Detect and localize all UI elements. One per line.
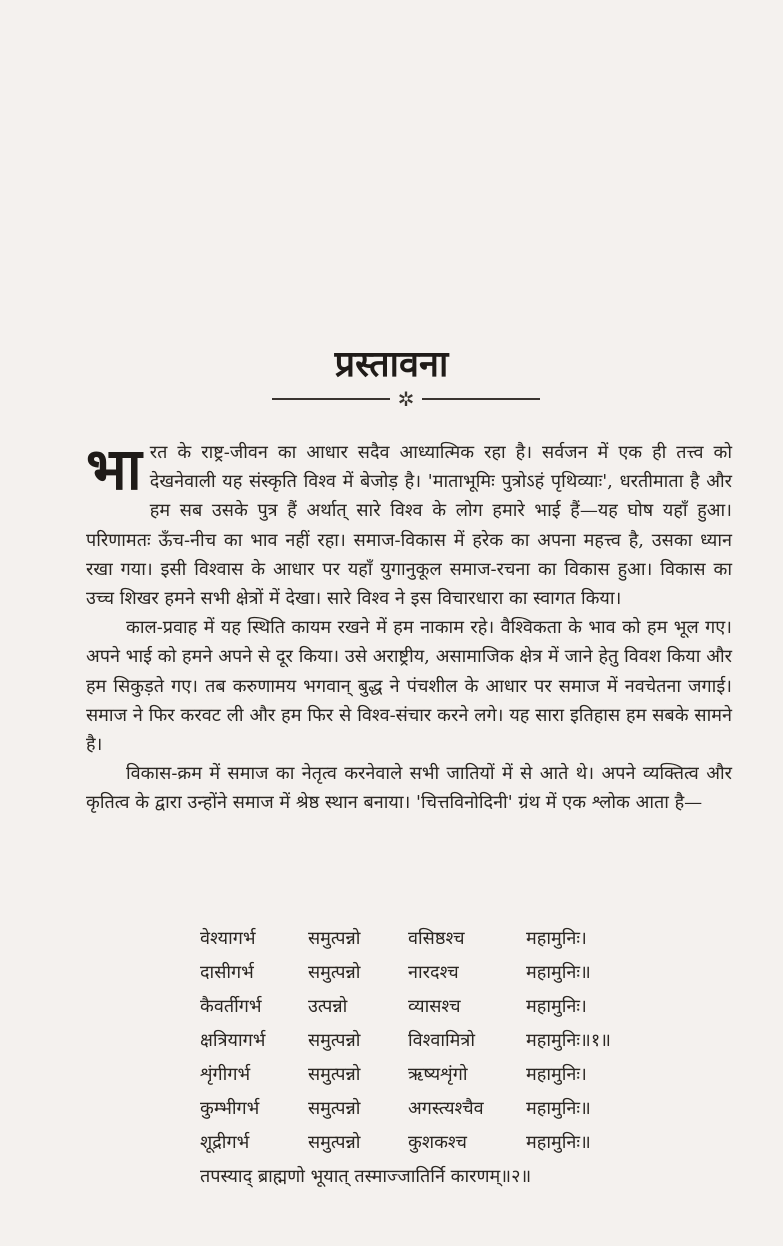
asterisk-flower-icon: ✲ — [397, 387, 415, 411]
verse-line — [200, 990, 666, 1024]
verse-word: समुत्पन्नो — [308, 1098, 361, 1119]
ornament-right-rule — [422, 398, 540, 400]
verse-word: महामुनिः॥ — [526, 1098, 591, 1119]
verse-word: शूद्रीगर्भ — [200, 1132, 250, 1153]
verse-word: महामुनिः। — [526, 928, 587, 949]
verse-word: दासीगर्भ — [200, 962, 254, 983]
verse-word: समुत्पन्नो — [308, 1132, 361, 1153]
paragraph-1 — [86, 435, 732, 613]
verse-word: वसिष्ठश्च — [408, 928, 465, 949]
shloka-block — [200, 922, 666, 1194]
paragraph-1-text: रत के राष्ट्र-जीवन का आधार सदैव आध्यात्मिक रहा है। सर्वजन में एक ही तत्त्व को देखनेवाली यह संस्कृति विश्व में बेजोड़ है। 'माताभूमिः पुत्रोऽहं पृथिव्याः', धरतीमाता है और हम सब उसके पुत्र हैं अर्थात् सारे विश्व के लोग हमारे भाई हैं—यह घोष यहाँ हुआ। परिणामतः ऊँच-नीच का भाव नहीं रहा। समाज-विकास में हरेक का अपना महत्त्व है, उसका ध्यान रखा गया। इसी विश्वास के आधार पर यहाँ युगानुकूल समाज-रचना का विकास हुआ। विकास का उच्च शिखर हमने सभी क्षेत्रों में देखा। सारे विश्व ने इस विचारधारा का स्वागत किया। — [86, 442, 732, 610]
verse-line — [200, 1092, 666, 1126]
verse-word: ऋष्यशृंगो — [408, 1064, 468, 1085]
verse-line — [200, 1126, 666, 1160]
verse-word: समुत्पन्नो — [308, 928, 361, 949]
verse-word: नारदश्च — [408, 962, 459, 983]
verse-word: महामुनिः॥ — [526, 1132, 591, 1153]
verse-line — [200, 922, 666, 956]
verse-word: शृंगीगर्भ — [200, 1064, 251, 1085]
verse-word: कुम्भीगर्भ — [200, 1098, 260, 1119]
verse-line — [200, 956, 666, 990]
paragraph-3: विकास-क्रम में समाज का नेतृत्व करनेवाले सभी जातियों में से आते थे। अपने व्यक्तित्व और कृतित्व के द्वारा उन्होंने समाज में श्रेष्ठ स्थान बनाया। 'चित्तविनोदिनी' ग्रंथ में एक श्लोक आता है— — [86, 763, 732, 814]
verse-word: विश्वामित्रो — [408, 1030, 476, 1051]
verse-word: व्यासश्च — [408, 996, 461, 1017]
ornament-left-rule — [272, 398, 390, 400]
verse-word: कुशकश्च — [408, 1132, 467, 1153]
verse-word: महामुनिः। — [526, 1064, 587, 1085]
verse-word: समुत्पन्नो — [308, 1064, 361, 1085]
verse-word: समुत्पन्नो — [308, 1030, 361, 1051]
verse-word: महामुनिः॥ — [526, 962, 591, 983]
verse-word: कैवर्तीगर्भ — [200, 996, 262, 1017]
verse-word: क्षत्रियागर्भ — [200, 1030, 266, 1051]
verse-word: महामुनिः॥१॥ — [526, 1030, 611, 1051]
verse-line — [200, 1058, 666, 1092]
verse-word: समुत्पन्नो — [308, 962, 361, 983]
verse-word: उत्पन्नो — [308, 996, 348, 1017]
drop-cap: भा — [86, 435, 142, 503]
verse-final-line: तपस्याद् ब्राह्मणो भूयात् तस्माज्जातिर्नि कारणम्॥२॥ — [200, 1166, 532, 1187]
verse-word: वेश्यागर्भ — [200, 928, 256, 949]
page-title: प्रस्तावना — [334, 344, 449, 385]
verse-word: अगस्त्यश्चैव — [408, 1098, 484, 1119]
title-ornament — [272, 386, 540, 412]
paragraph-2: काल-प्रवाह में यह स्थिति कायम रखने में हम नाकाम रहे। वैश्विकता के भाव को हम भूल गए। अपने भाई को हमने अपने से दूर किया। उसे अराष्ट्रीय, असामाजिक क्षेत्र में जाने हेतु विवश किया और हम सिकुड़ते गए। तब करुणामय भगवान् बुद्ध ने पंचशील के आधार पर समाज में नवचेतना जगाई। समाज ने फिर करवट ली और हम फिर से विश्व-संचार करने लगे। यह सारा इतिहास हम सबके सामने है। — [86, 617, 732, 756]
body-text — [86, 435, 732, 818]
verse-line — [200, 1024, 666, 1058]
verse-word: महामुनिः। — [526, 996, 587, 1017]
